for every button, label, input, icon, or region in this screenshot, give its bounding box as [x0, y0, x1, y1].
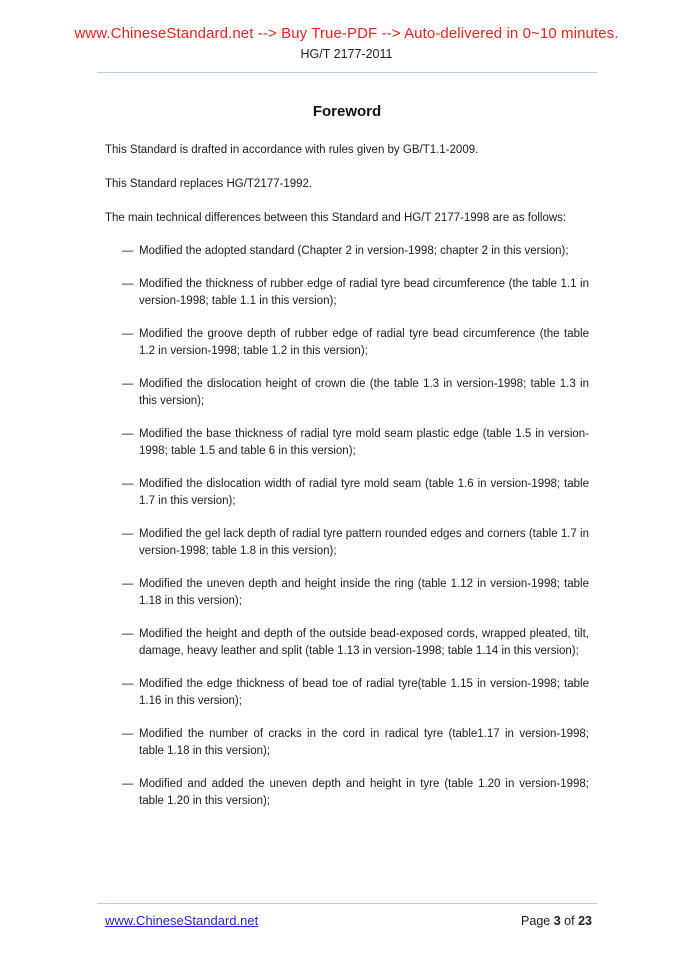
dash-marker: — [122, 278, 134, 290]
header-divider [97, 72, 597, 73]
dash-marker: — [122, 245, 134, 257]
dash-marker: — [122, 528, 134, 540]
dash-marker: — [122, 478, 134, 490]
list-item [105, 476, 589, 510]
list-item [105, 276, 589, 310]
list-item-text: Modified the dislocation width of radial tyre mold seam (table 1.6 in version-1998; table 1.7 in this version); [139, 478, 589, 507]
footer-website-link[interactable]: www.ChineseStandard.net [105, 913, 259, 928]
footer-divider [97, 903, 597, 904]
list-item-text: Modified the base thickness of radial tyre mold seam plastic edge (table 1.5 in version-1998; table 1.5 and table 6 in this version); [139, 428, 589, 457]
promo-banner-link[interactable]: www.ChineseStandard.net --> Buy True-PDF --> Auto-delivered in 0~10 minutes. [74, 25, 619, 42]
list-item [105, 526, 589, 560]
list-item [105, 776, 589, 810]
list-item [105, 326, 589, 360]
page-word: Page [521, 914, 551, 928]
paragraph: This Standard replaces HG/T2177-1992. [105, 178, 313, 190]
page-number: 3 [553, 914, 561, 928]
list-item-text: Modified the dislocation height of crown die (the table 1.3 in version-1998; table 1.3 in this version); [139, 378, 589, 407]
page-footer [0, 903, 693, 928]
page-indicator [521, 914, 592, 928]
of-word: of [564, 914, 575, 928]
paragraph: This Standard is drafted in accordance with rules given by GB/T1.1-2009. [105, 144, 479, 156]
list-item-text: Modified the uneven depth and height inside the ring (table 1.12 in version-1998; table 1.18 in this version); [139, 578, 589, 607]
document-body [105, 103, 589, 810]
list-item [105, 576, 589, 610]
list-item-text: Modified the gel lack depth of radial tyre pattern rounded edges and corners (table 1.7 in version-1998; table 1.8 in this version); [139, 528, 589, 557]
list-item [105, 426, 589, 460]
standard-number: HG/T 2177-2011 [300, 47, 393, 61]
list-item-text: Modified the number of cracks in the cord in radical tyre (table1.17 in version-1998; table 1.18 in this version); [139, 728, 589, 757]
dash-marker: — [122, 428, 134, 440]
list-item-text: Modified the edge thickness of bead toe of radial tyre(table 1.15 in version-1998; table 1.16 in this version); [139, 678, 589, 707]
dash-marker: — [122, 778, 134, 790]
dash-marker: — [122, 578, 134, 590]
list-item-text: Modified the adopted standard (Chapter 2 in version-1998; chapter 2 in this version); [139, 245, 569, 257]
modification-list [105, 243, 589, 810]
list-item-text: Modified and added the uneven depth and height in tyre (table 1.20 in version-1998; table 1.20 in this version); [139, 778, 589, 807]
page-title: Foreword [312, 103, 382, 120]
list-item-text: Modified the groove depth of rubber edge of radial tyre bead circumference (the table 1.2 in version-1998; table 1.2 in this version); [139, 328, 589, 357]
dash-marker: — [122, 378, 134, 390]
list-item [105, 626, 589, 660]
paragraph: The main technical differences between this Standard and HG/T 2177-1998 are as follows: [105, 212, 567, 224]
dash-marker: — [122, 628, 134, 640]
dash-marker: — [122, 728, 134, 740]
dash-marker: — [122, 678, 134, 690]
list-item-text: Modified the height and depth of the outside bead-exposed cords, wrapped pleated, tilt, damage, heavy leather and split (table 1.13 in version-1998; table 1.14 in this version); [139, 628, 589, 657]
intro-paragraphs [105, 142, 589, 227]
list-item [105, 726, 589, 760]
dash-marker: — [122, 328, 134, 340]
list-item [105, 243, 589, 260]
list-item-text: Modified the thickness of rubber edge of radial tyre bead circumference (the table 1.1 in version-1998; table 1.1 in this version); [139, 278, 589, 307]
list-item [105, 376, 589, 410]
list-item [105, 676, 589, 710]
page-total: 23 [578, 914, 592, 928]
